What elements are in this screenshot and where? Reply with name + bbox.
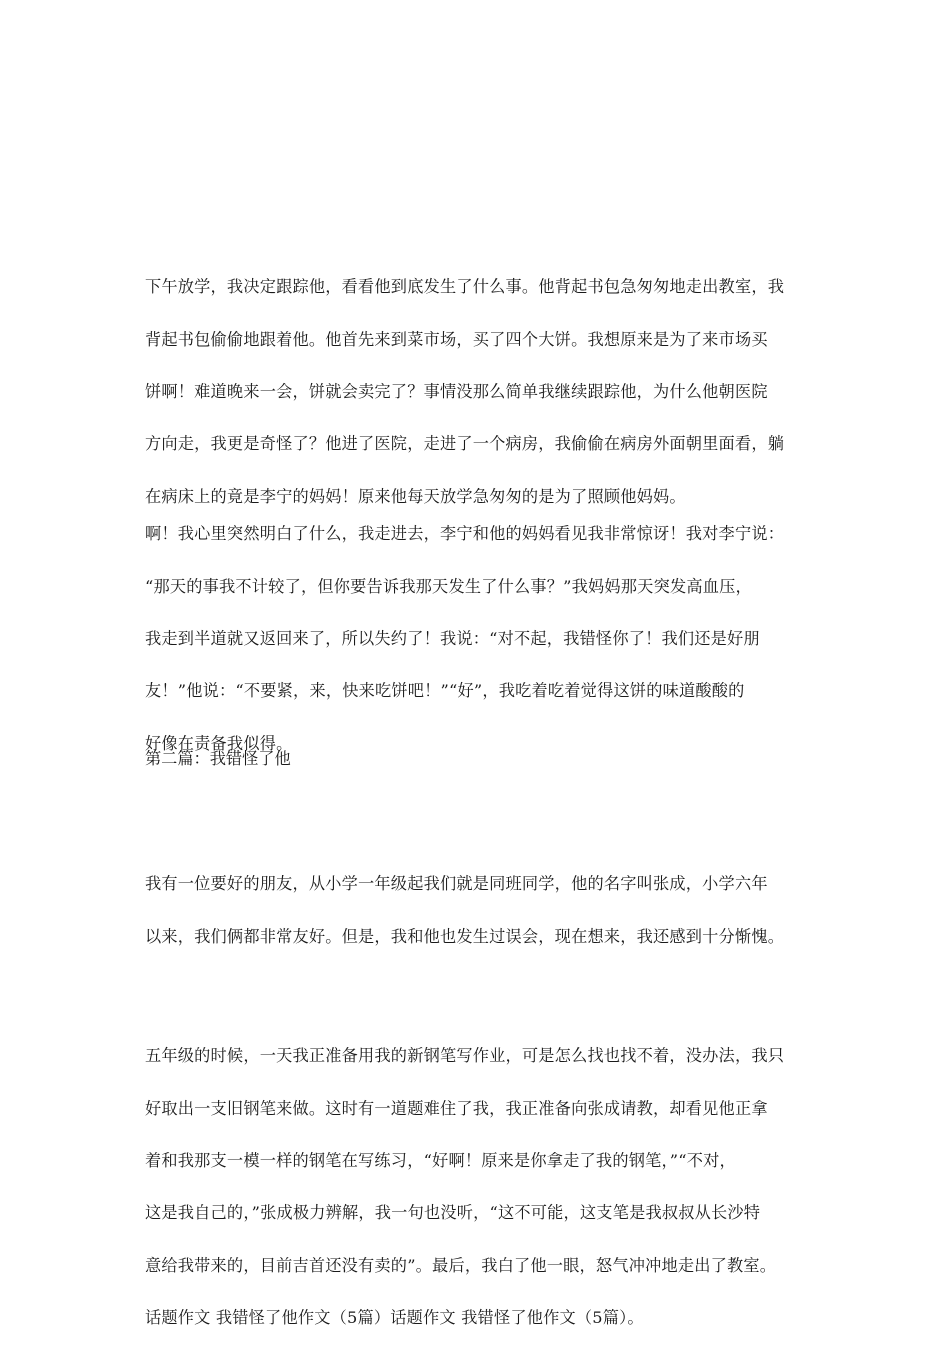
text-line: 饼啊！难道晚来一会，饼就会卖完了？事情没那么简单我继续跟踪他，为什么他朝医院 [145,382,768,402]
text-line: 意给我带来的，目前吉首还没有卖的”。最后，我白了他一眼，怒气冲冲地走出了教室。 [145,1255,777,1275]
text-line: 话题作文 我错怪了他作文（5篇）话题作文 我错怪了他作文（5篇）。 [145,1308,644,1328]
paragraph-pen-misunderstanding [145,1017,811,1358]
text-line: 以来，我们俩都非常友好。但是，我和他也发生过误会，现在想来，我还感到十分惭愧。 [145,926,785,946]
text-line: 五年级的时候，一天我正准备用我的新钢笔写作业，可是怎么找也找不着，没办法，我只 [145,1046,785,1066]
section-heading: 第二篇：我错怪了他 [145,749,291,768]
paragraph-reconciliation [145,495,811,783]
paragraph-introduction [145,845,811,976]
text-line: 背起书包偷偷地跟着他。他首先来到菜市场，买了四个大饼。我想原来是为了来市场买 [145,329,768,349]
paragraph-following-classmate [145,248,811,536]
text-line: “那天的事我不计较了，但你要告诉我那天发生了什么事？”我妈妈那天突发高血压， [145,576,752,596]
text-line: 友！”他说：“不要紧，来，快来吃饼吧！”“好”，我吃着吃着觉得这饼的味道酸酸的 [145,681,745,701]
text-line: 下午放学，我决定跟踪他，看看他到底发生了什么事。他背起书包急匆匆地走出教室，我 [145,277,785,297]
text-line: 着和我那支一模一样的钢笔在写练习，“好啊！原来是你拿走了我的钢笔，”“不对， [145,1151,736,1171]
text-line: 好像在责备我似得。 [145,733,293,753]
text-line: 这是我自己的，”张成极力辨解，我一句也没听，“这不可能，这支笔是我叔叔从长沙特 [145,1203,761,1223]
text-line: 啊！我心里突然明白了什么，我走进去，李宁和他的妈妈看见我非常惊讶！我对李宁说： [145,524,785,544]
text-line: 在病床上的竟是李宁的妈妈！原来他每天放学急匆匆的是为了照顾他妈妈。 [145,486,686,506]
text-line: 方向走，我更是奇怪了？他进了医院，走进了一个病房，我偷偷在病房外面朝里面看，躺 [145,434,785,454]
text-line: 好取出一支旧钢笔来做。这时有一道题难住了我，我正准备向张成请教，却看见他正拿 [145,1098,768,1118]
text-line: 我走到半道就又返回来了，所以失约了！我说：“对不起，我错怪你了！我们还是好朋 [145,629,760,649]
text-line: 我有一位要好的朋友，从小学一年级起我们就是同班同学，他的名字叫张成，小学六年 [145,874,768,894]
